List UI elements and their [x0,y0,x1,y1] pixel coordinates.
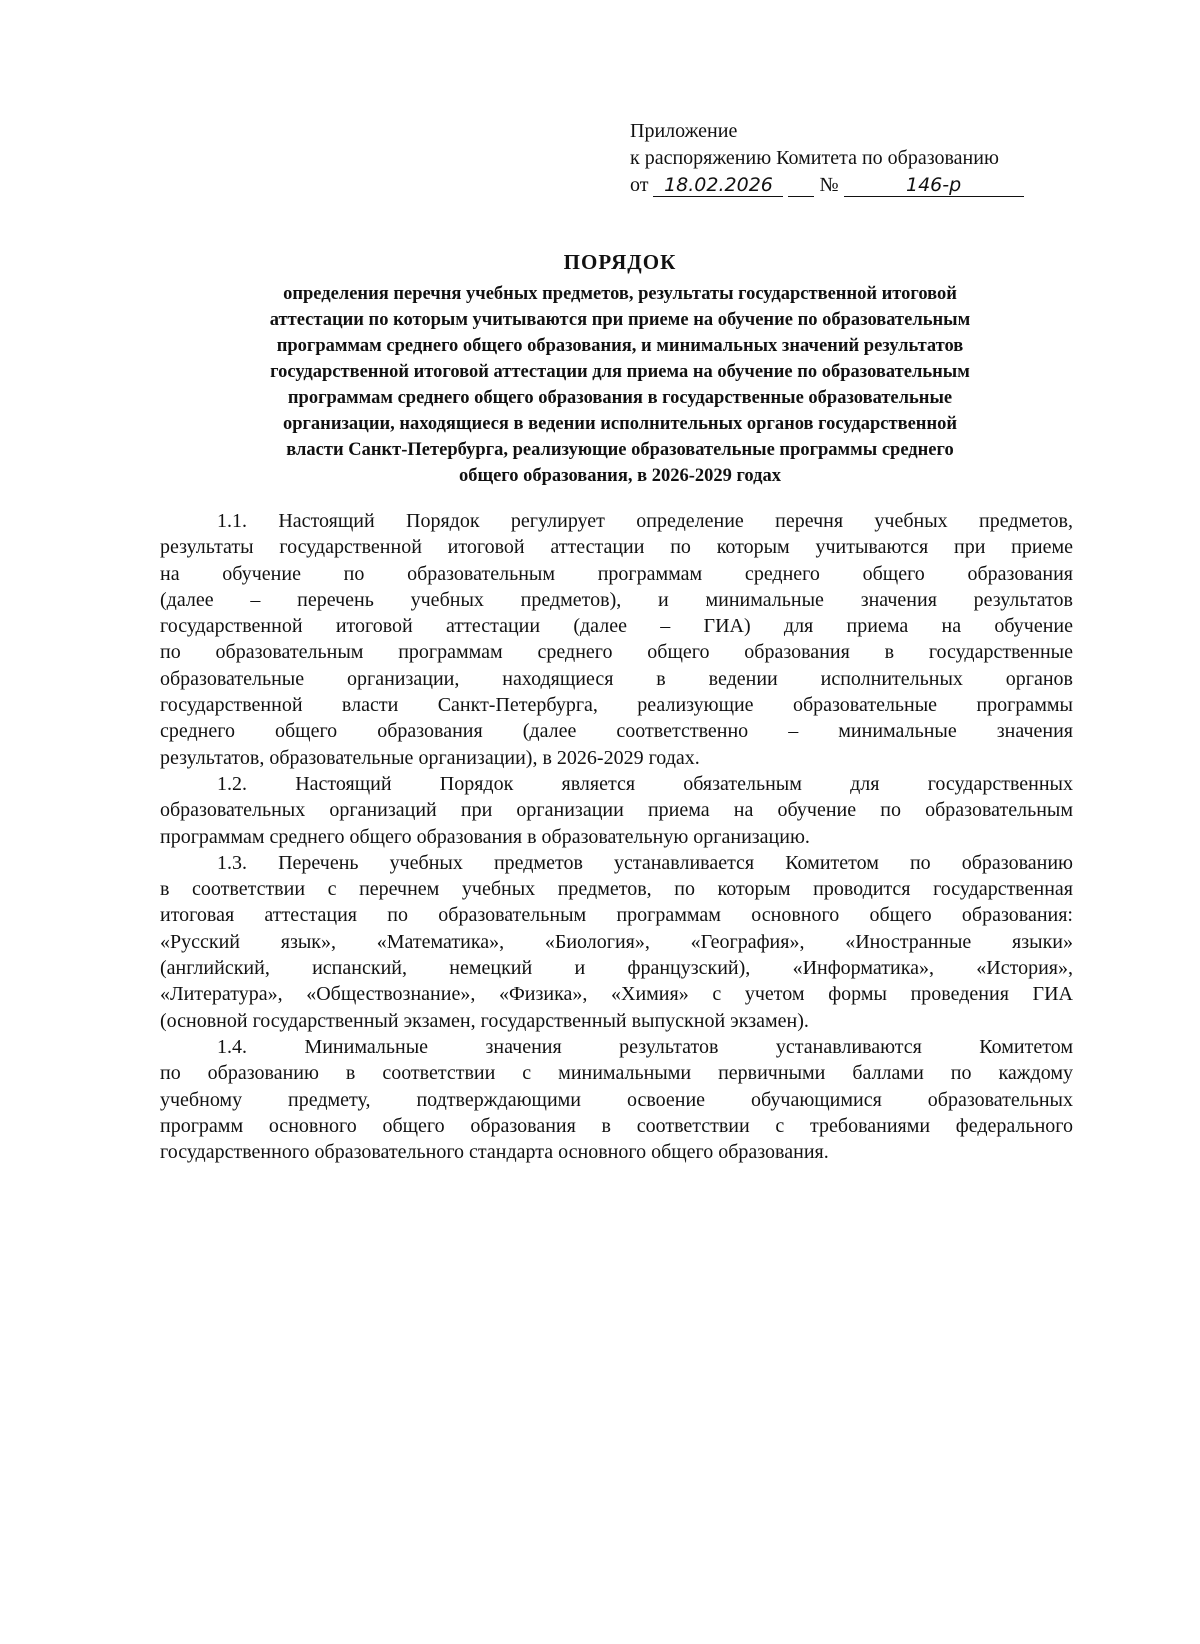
appendix-label: Приложение [630,120,738,142]
text-line: в соответствии с перечнем учебных предметов, по которым проводится государственная [160,878,1073,901]
text-line: итоговая аттестация по образовательным программам основного общего образования: [160,904,1073,927]
paragraph-3 [160,850,1073,1034]
document-body [160,508,1073,1165]
text-line: программам среднего общего образования в образовательную организацию. [160,825,810,848]
title-line: организации, находящиеся в ведении исполнительных органов государственной [282,414,958,434]
blank-line [788,174,814,197]
appendix-header [630,118,1024,199]
number-label: № [819,174,839,196]
handwritten-number: 146-р [844,174,1024,197]
document-title [150,250,1090,489]
text-line: результатов, образовательные организации), в 2026-2029 годах. [160,746,700,769]
title-line: общего образования, в 2026-2029 годах [458,466,782,486]
text-line: учебному предмету, подтверждающими освоение обучающимися образовательных [160,1088,1073,1111]
text-line: государственного образовательного стандарта основного общего образования. [160,1141,829,1164]
title-heading: ПОРЯДОК [563,250,677,274]
title-line: государственной итоговой аттестации для приема на обучение по образовательным [270,362,970,382]
title-line: программам среднего общего образования, и минимальных значений результатов [276,336,964,356]
paragraph-1 [160,508,1073,771]
text-line: среднего общего образования (далее соответственно – минимальные значения [160,720,1073,743]
title-line: власти Санкт-Петербурга, реализующие образовательные программы среднего [286,440,954,460]
text-line: 1.2. Настоящий Порядок является обязательным для государственных [217,772,1073,795]
title-line: аттестации по которым учитываются при приеме на обучение по образовательным [269,310,971,330]
text-line: государственной итоговой аттестации (далее – ГИА) для приема на обучение [160,615,1073,638]
text-line: (далее – перечень учебных предметов), и минимальные значения результатов [160,588,1073,611]
text-line: по образованию в соответствии с минимальными первичными баллами по каждому [160,1062,1073,1085]
text-line: государственной власти Санкт-Петербурга, реализующие образовательные программы [160,694,1073,717]
text-line: (основной государственный экзамен, государственный выпускной экзамен). [160,1009,809,1032]
text-line: на обучение по образовательным программам среднего общего образования [160,562,1073,585]
text-line: 1.4. Минимальные значения результатов устанавливаются Комитетом [217,1035,1073,1058]
handwritten-date: 18.02.2026 [653,174,783,197]
text-line: «Русский язык», «Математика», «Биология», «География», «Иностранные языки» [160,930,1073,953]
paragraph-4 [160,1034,1073,1165]
text-line: 1.1. Настоящий Порядок регулирует определение перечня учебных предметов, [217,510,1073,532]
text-line: результаты государственной итоговой аттестации по которым учитываются при приеме [160,536,1073,559]
appendix-date-number [630,172,1024,199]
text-line: «Литература», «Обществознание», «Физика», «Химия» с учетом формы проведения ГИА [160,983,1073,1006]
text-line: образовательные организации, находящиеся в ведении исполнительных органов [160,667,1073,690]
title-line: программам среднего общего образования в государственные образовательные [287,388,953,408]
text-line: (английский, испанский, немецкий и французский), «Информатика», «История», [160,957,1073,980]
text-line: программ основного общего образования в соответствии с требованиями федерального [160,1114,1073,1137]
text-line: по образовательным программам среднего общего образования в государственные [160,641,1073,664]
from-label: от [630,174,649,196]
title-line: определения перечня учебных предметов, результаты государственной итоговой [283,284,957,304]
text-line: образовательных организаций при организации приема на обучение по образовательным [160,799,1073,822]
paragraph-2 [160,771,1073,850]
appendix-reference: к распоряжению Комитета по образованию [630,147,999,169]
text-line: 1.3. Перечень учебных предметов устанавливается Комитетом по образованию [217,851,1073,874]
